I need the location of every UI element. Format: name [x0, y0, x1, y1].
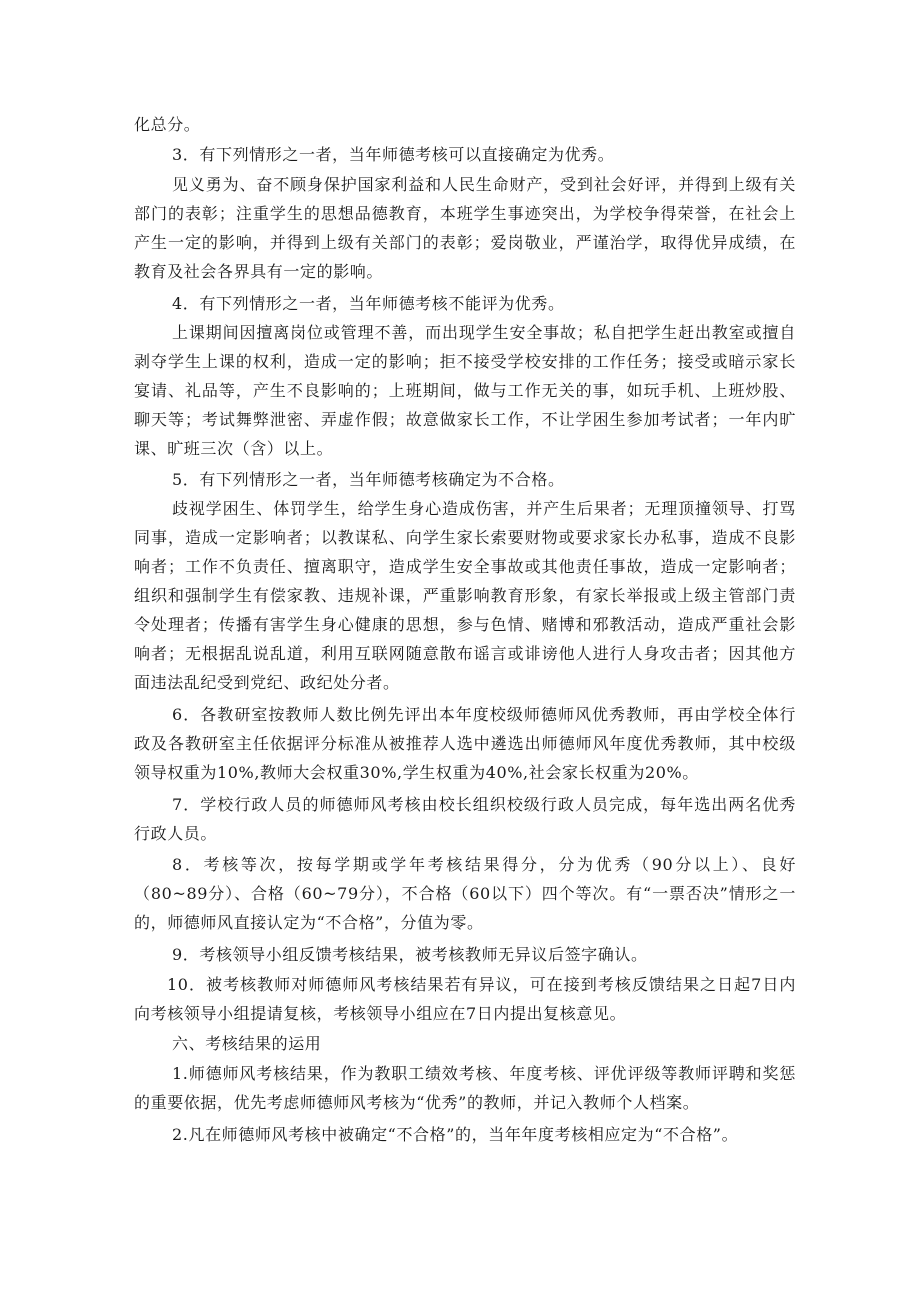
paragraph-continuation: 化总分。 [134, 115, 201, 134]
paragraph-result-2: 2.凡在师德师风考核中被确定“不合格”的，当年年度考核相应定为“不合格”。 [172, 1125, 739, 1144]
paragraph-item-3-detail: 见义勇为、奋不顾身保护国家利益和人民生命财产，受到社会好评，并得到上级有关部门的表彰；注重学生的思想品德教育，本班学生事迹突出，为学校争得荣誉，在社会上产生一定的影响，并得到上级有关部门的表彰；爱岗敬业，严谨治学，取得优异成绩，在教育及社会各界具有一定的影响。 [134, 175, 796, 281]
paragraph-item-7: 7．学校行政人员的师德师风考核由校长组织校级行政人员完成，每年选出两名优秀行政人员。 [134, 795, 796, 843]
paragraph-result-1: 1.师德师风考核结果，作为教职工绩效考核、年度考核、评优评级等教师评聘和奖惩的重要依据，优先考虑师德师风考核为“优秀”的教师，并记入教师个人档案。 [134, 1064, 796, 1112]
paragraph-item-4: 4．有下列情形之一者，当年师德考核不能评为优秀。 [172, 294, 565, 313]
paragraph-item-5-detail: 歧视学困生、体罚学生，给学生身心造成伤害，并产生后果者；无理顶撞领导、打骂同事，造成一定影响者；以教谋私、向学生家长索要财物或要求家长办私事，造成不良影响者；工作不负责任、擅离职守，造成学生安全事故或其他责任事故，造成一定影响者；组织和强制学生有偿家教、违规补课，严重影响教育形象，有家长举报或上级主管部门责令处理者；传播有害学生身心健康的思想，参与色情、赌博和邪教活动，造成严重社会影响者；无根据乱说乱道，利用互联网随意散布谣言或诽谤他人进行人身攻击者；因其他方面违法乱纪受到党纪、政纪处分者。 [134, 499, 796, 692]
paragraph-item-10: 10．被考核教师对师德师风考核结果若有异议，可在接到考核反馈结果之日起7日内向考核领导小组提请复核，考核领导小组应在7日内提出复核意见。 [134, 975, 796, 1023]
paragraph-item-3: 3．有下列情形之一者，当年师德考核可以直接确定为优秀。 [172, 145, 615, 164]
paragraph-item-6: 6．各教研室按教师人数比例先评出本年度校级师德师风优秀教师，再由学校全体行政及各教研室主任依据评分标准从被推荐人选中遴选出师德师风年度优秀教师，其中校级领导权重为10%,教师大会权重30%,学生权重为40%,社会家长权重为20%。 [134, 705, 796, 782]
section-heading-6: 六、考核结果的运用 [172, 1034, 322, 1053]
paragraph-item-9: 9．考核领导小组反馈考核结果，被考核教师无异议后签字确认。 [172, 945, 648, 964]
paragraph-item-5: 5．有下列情形之一者，当年师德考核确定为不合格。 [172, 470, 565, 489]
paragraph-item-8: 8．考核等次，按每学期或学年考核结果得分，分为优秀（90分以上）、良好（80~89分）、合格（60~79分），不合格（60以下）四个等次。有“一票否决”情形之一的，师德师风直接认定为“不合格”，分值为零。 [134, 855, 796, 932]
paragraph-item-4-detail: 上课期间因擅离岗位或管理不善，而出现学生安全事故；私自把学生赶出教室或擅自剥夺学生上课的权利，造成一定的影响；拒不接受学校安排的工作任务；接受或暗示家长宴请、礼品等，产生不良影响的；上班期间，做与工作无关的事，如玩手机、上班炒股、聊天等；考试舞弊泄密、弄虚作假；故意做家长工作，不让学困生参加考试者；一年内旷课、旷班三次（含）以上。 [134, 323, 796, 458]
